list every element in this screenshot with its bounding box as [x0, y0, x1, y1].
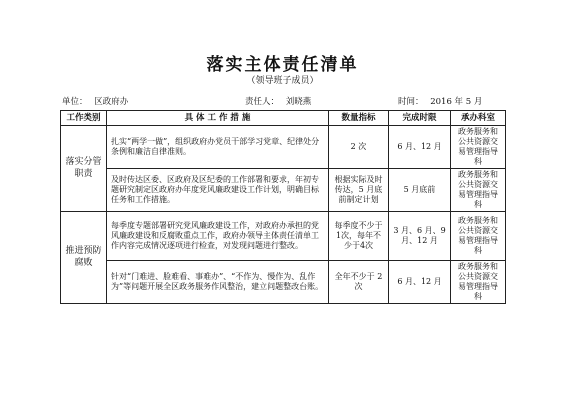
office-text: 政务服务和公共资源交易管理指导科	[458, 216, 498, 255]
header-deadline: 完成时限	[389, 111, 451, 126]
unit-value: 区政府办	[94, 97, 129, 107]
unit-label: 单位：	[62, 97, 88, 107]
time-label: 时间：	[398, 97, 424, 107]
office-cell	[451, 169, 506, 212]
header-category: 工作类别	[61, 111, 107, 126]
office-cell	[451, 212, 506, 261]
header-office: 承办科室	[451, 111, 506, 126]
responsibility-table	[60, 110, 506, 304]
content-cell: 扎实“两学一做”，组织政府办党员干部学习党章、纪律处分条例和廉洁自律准则。	[107, 126, 329, 169]
deadline-cell: 6 月、12 月	[389, 126, 451, 169]
office-text: 政务服务和公共资源交易管理指导科	[458, 262, 498, 301]
office-text: 政务服务和公共资源交易管理指导科	[458, 170, 498, 209]
person-info	[245, 95, 315, 107]
office-text: 政务服务和公共资源交易管理指导科	[458, 127, 498, 166]
time-value: 2016 年 5 月	[430, 97, 483, 107]
table-row	[61, 261, 506, 304]
person-label: 责任人：	[245, 97, 280, 107]
content-cell: 及时传达区委、区政府及区纪委的工作部署和要求，年初专题研究制定区政府办年度党风廉政建设工作计划，明确目标任务和工作措施。	[107, 169, 329, 212]
document-subtitle: （领导班子成员）	[246, 76, 319, 86]
category-cell: 落实分管职责	[61, 126, 107, 212]
document-title: 落实主体责任清单	[206, 55, 359, 75]
table-row	[61, 126, 506, 169]
header-content: 具 体 工 作 措 施	[107, 111, 329, 126]
table-row	[61, 212, 506, 261]
target-cell: 2 次	[329, 126, 389, 169]
unit-info	[62, 95, 132, 107]
content-cell: 针对“门难进、脸难看、事难办”、“不作为、慢作为、乱作为”等问题开展全区政务服务作风整治，建立问题整改台账。	[107, 261, 329, 304]
target-cell: 全年不少于 2 次	[329, 261, 389, 304]
deadline-cell: 6 月、12 月	[389, 261, 451, 304]
target-cell: 每季度不少于1次，每年不少于4次	[329, 212, 389, 261]
time-info	[398, 95, 486, 107]
table-row	[61, 169, 506, 212]
table-header-row	[61, 111, 506, 126]
office-cell	[451, 126, 506, 169]
header-target: 数量指标	[329, 111, 389, 126]
target-cell: 根据实际及时传达，5 月底前制定计划	[329, 169, 389, 212]
office-cell	[451, 261, 506, 304]
deadline-cell: 5 月底前	[389, 169, 451, 212]
category-cell: 推进预防腐败	[61, 212, 107, 304]
deadline-cell: 3 月、6 月、9 月、12 月	[389, 212, 451, 261]
content-cell: 每季度专题部署研究党风廉政建设工作，对政府办承担的党风廉政建设和反腐败重点工作，政府办领导主体责任清单工作内容完成情况逐项进行检查，对发现问题进行整改。	[107, 212, 329, 261]
person-value: 刘晓燕	[285, 97, 312, 107]
